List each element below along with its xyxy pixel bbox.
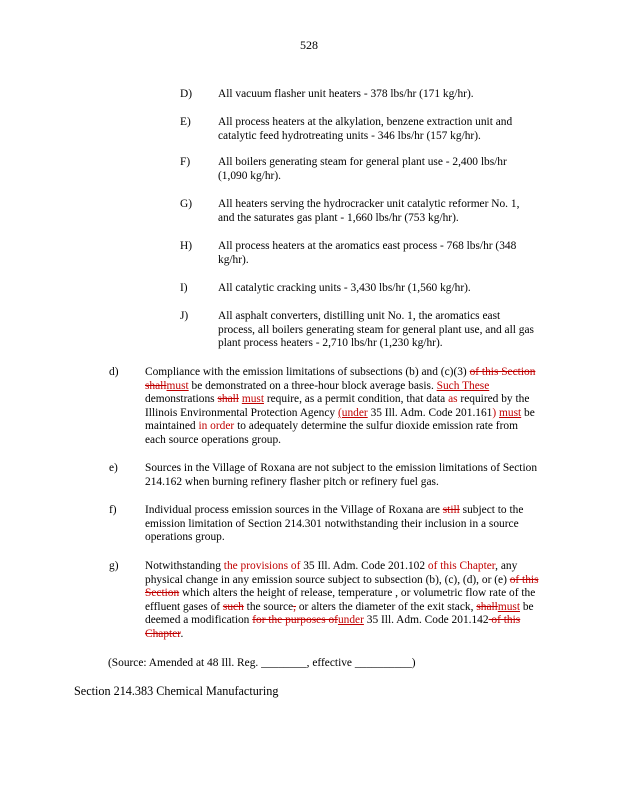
subitem-text: All vacuum flasher unit heaters - 378 lbs/hr (171 kg/hr). — [218, 88, 474, 100]
red-text: in order — [198, 420, 235, 433]
red-text: as — [448, 393, 458, 406]
source-note: (Source: Amended at 48 Ill. Reg. ________, effective __________) — [108, 657, 416, 669]
paragraph-label: e) — [109, 462, 118, 474]
subitem-text: All process heaters at the aromatics east process - 768 lbs/hr (348 kg/hr). — [218, 240, 517, 266]
deleted-text: for the purposes of — [252, 614, 338, 627]
section-heading: Section 214.383 Chemical Manufacturing — [74, 684, 279, 698]
subitem-label: I) — [180, 282, 188, 294]
deleted-text: shall — [217, 393, 239, 406]
changed-text: Such These — [436, 379, 490, 392]
subitem-text: All boilers generating steam for general plant use - 2,400 lbs/hr (1,090 kg/hr). — [218, 156, 507, 182]
subitem-text: All catalytic cracking units - 3,430 lbs/hr (1,560 kg/hr). — [218, 282, 471, 294]
subitem-label: G) — [180, 198, 193, 210]
subitem-label: E) — [180, 116, 191, 128]
subitem-label: D) — [180, 88, 193, 100]
paragraph-text: Compliance with the emission limitations of subsections (b) and (c)(3) of this Section shallmust be demonstrated on a three-hour block average basis. Such These demonstrations shall must require, as a permit condition, that data as required by the Illinois Environmental Protection Agency (under 35 Ill. Adm. Code 201.161) must be maintained in order to adequately determine the sulfur dioxide emission rate from each source operations group. — [145, 366, 536, 446]
subitem-label: F) — [180, 156, 191, 168]
deleted-text: such — [222, 600, 244, 613]
inserted-text: must — [497, 600, 520, 613]
deleted-text: of this Section shall — [145, 366, 536, 392]
deleted-text: shall — [476, 600, 498, 613]
deleted-text: , — [293, 600, 297, 613]
paragraph-text: Individual process emission sources in the Village of Roxana are still subject to the emission limitation of Section 214.301 notwithstanding their inclusion in a source operations group. — [145, 504, 524, 544]
red-text: of this Chapter — [427, 560, 496, 572]
page-number: 528 — [300, 38, 318, 52]
subitem-text: All process heaters at the alkylation, benzene extraction unit and catalytic feed hydrotreating units - 346 lbs/hr (157 kg/hr). — [218, 116, 513, 142]
red-text: the provisions of — [223, 560, 301, 572]
deleted-text: still — [442, 504, 460, 516]
subitem-text: All heaters serving the hydrocracker unit catalytic reformer No. 1, and the saturates gas plant - 1,660 lbs/hr (753 kg/hr). — [218, 198, 520, 224]
deleted-text: of this Chapter — [145, 614, 521, 640]
subitem-label: H) — [180, 240, 193, 252]
inserted-text: under — [337, 614, 364, 627]
paragraph-text: Sources in the Village of Roxana are not subject to the emission limitations of Section 214.162 when burning refinery flasher pitch or refinery fuel gas. — [145, 462, 538, 488]
subitem-text: All asphalt converters, distilling unit No. 1, the aromatics east process, all boilers generating steam for general plant use, and all gas plant process heaters - 2,710 lbs/hr (1,230 kg/hr). — [218, 310, 534, 350]
inserted-text: (under — [337, 406, 368, 419]
paragraph-label: d) — [109, 366, 119, 378]
paragraph-text: Notwithstanding the provisions of 35 Ill. Adm. Code 201.102 of this Chapter, any physical change in any emission source subject to subsection (b), (c), (d), or (e) of this Section which alters the height of release, temperature , or volumetric flow rate of the effluent gases of such the source, or alters the diameter of the exit stack, shallmust be deemed a modification for the purposes ofunder 35 Ill. Adm. Code 201.142 of this Chapter. — [145, 560, 539, 640]
red-text: ) — [492, 406, 497, 419]
paragraph-label: f) — [109, 504, 117, 516]
subitem-label: J) — [180, 310, 189, 322]
paragraph-label: g) — [109, 560, 119, 572]
inserted-text: must — [499, 406, 522, 419]
inserted-text: must — [166, 379, 189, 392]
deleted-text: of this Section — [145, 573, 539, 600]
inserted-text: must — [241, 393, 264, 406]
